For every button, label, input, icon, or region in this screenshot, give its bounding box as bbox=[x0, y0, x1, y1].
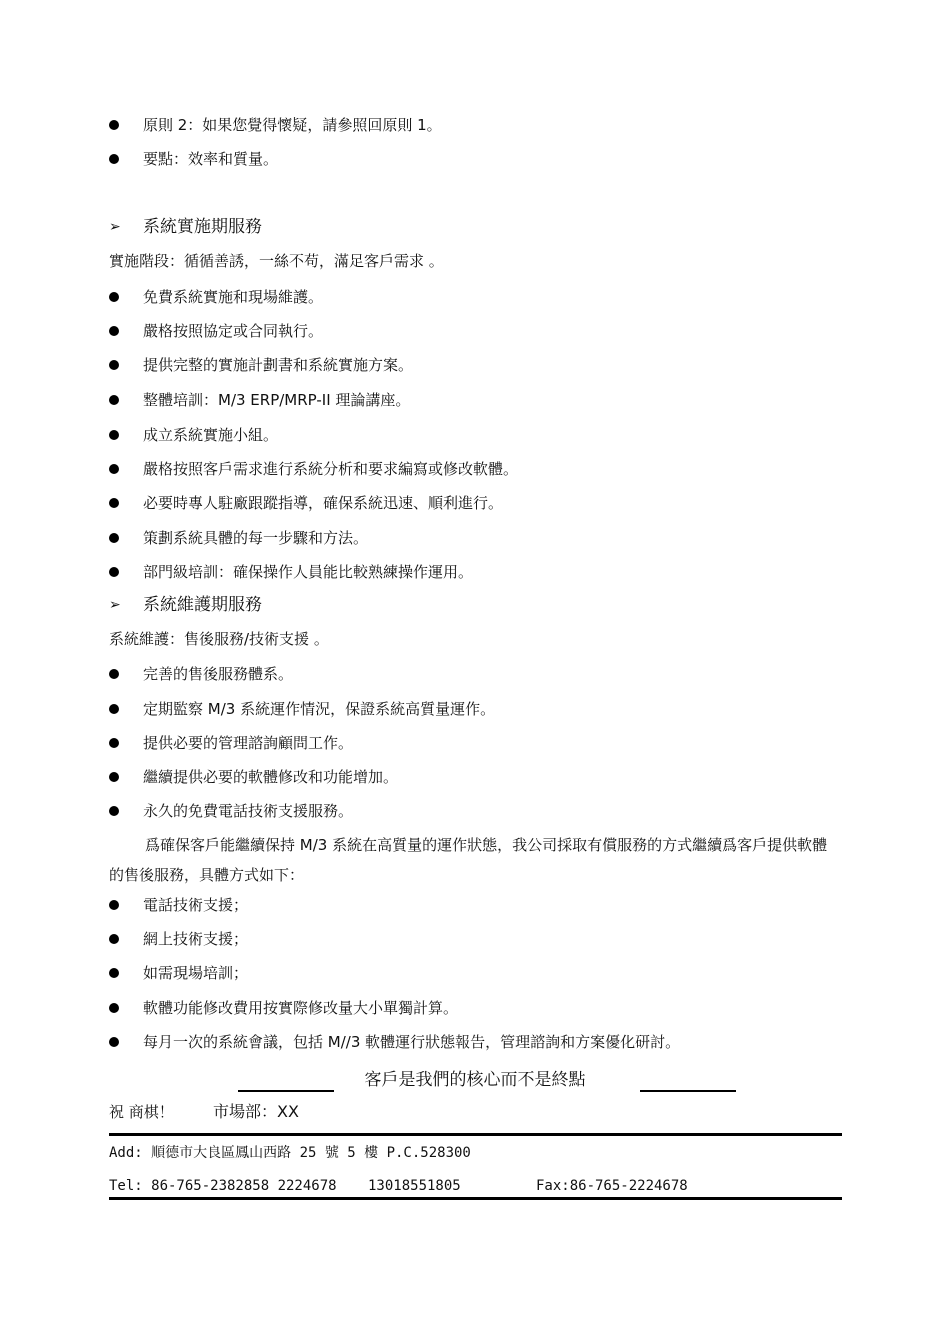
arrow-bullet-icon: ➢ bbox=[109, 597, 121, 613]
list-item bbox=[109, 662, 842, 686]
list-item bbox=[109, 765, 842, 789]
list-item bbox=[109, 319, 842, 343]
bullet-icon bbox=[109, 772, 119, 782]
bullet-icon bbox=[109, 900, 119, 910]
list-item bbox=[109, 388, 842, 412]
slogan-left-line bbox=[238, 1090, 334, 1092]
bullet-icon bbox=[109, 1003, 119, 1013]
footer-mobile: 13018551805 bbox=[368, 1178, 461, 1194]
bullet-icon bbox=[109, 464, 119, 474]
section-intro bbox=[109, 249, 842, 273]
list-item-text: 嚴格按照協定或合同執行。 bbox=[143, 322, 324, 340]
section-heading bbox=[109, 215, 842, 239]
bullet-icon bbox=[109, 738, 119, 748]
bullet-icon bbox=[109, 934, 119, 944]
list-item bbox=[109, 799, 842, 823]
list-item-text: 免費系統實施和現場維護。 bbox=[143, 288, 324, 306]
list-item-text: 網上技術支援； bbox=[143, 930, 249, 948]
list-item bbox=[109, 996, 842, 1020]
slogan-right-line bbox=[640, 1090, 736, 1092]
list-item-text: 如需現場培訓； bbox=[143, 964, 249, 982]
closing-signature: 市場部：XX bbox=[213, 1102, 299, 1121]
list-item-text: 提供完整的實施計劃書和系統實施方案。 bbox=[143, 356, 414, 374]
list-item-text: 軟體功能修改費用按實際修改量大小單獨計算。 bbox=[143, 999, 459, 1017]
slogan: 客戶是我們的核心而不是終點 bbox=[364, 1070, 586, 1090]
list-item bbox=[109, 353, 842, 377]
bullet-icon bbox=[109, 360, 119, 370]
arrow-bullet-icon: ➢ bbox=[109, 219, 121, 235]
list-item-text: 成立系統實施小組。 bbox=[143, 426, 279, 444]
list-item-text: 完善的售後服務體系。 bbox=[143, 665, 294, 683]
section-heading-text: 系統實施期服務 bbox=[143, 217, 262, 237]
list-item-text: 原則 2：如果您覺得懷疑，請參照回原則 1。 bbox=[143, 116, 442, 134]
list-item bbox=[109, 285, 842, 309]
footer-fax: Fax:86-765-2224678 bbox=[536, 1178, 688, 1194]
list-item bbox=[109, 147, 842, 171]
list-item-text: 部門級培訓：確保操作人員能比較熟練操作運用。 bbox=[143, 563, 474, 581]
section-heading bbox=[109, 593, 842, 617]
bullet-icon bbox=[109, 498, 119, 508]
bullet-icon bbox=[109, 567, 119, 577]
bullet-icon bbox=[109, 806, 119, 816]
footer-top-rule bbox=[109, 1133, 842, 1136]
footer-bottom-rule bbox=[109, 1197, 842, 1200]
list-item bbox=[109, 526, 842, 550]
list-item bbox=[109, 457, 842, 481]
list-item-text: 電話技術支援； bbox=[143, 896, 249, 914]
list-item bbox=[109, 893, 842, 917]
list-item bbox=[109, 423, 842, 447]
list-item-text: 策劃系統具體的每一步驟和方法。 bbox=[143, 529, 369, 547]
list-item bbox=[109, 113, 842, 137]
list-item-text: 每月一次的系統會議，包括 M//3 軟體運行狀態報告，管理諮詢和方案優化研討。 bbox=[143, 1033, 681, 1051]
bullet-icon bbox=[109, 430, 119, 440]
list-item bbox=[109, 697, 842, 721]
bullet-icon bbox=[109, 326, 119, 336]
list-item bbox=[109, 491, 842, 515]
list-item-text: 要點：效率和質量。 bbox=[143, 150, 279, 168]
list-item-text: 整體培訓：M/3 ERP/MRP-II 理論講座。 bbox=[143, 391, 411, 409]
list-item-text: 繼續提供必要的軟體修改和功能增加。 bbox=[143, 768, 399, 786]
closing-greeting: 祝 商棋！ bbox=[109, 1103, 174, 1121]
bullet-icon bbox=[109, 533, 119, 543]
list-item bbox=[109, 1030, 842, 1054]
closing-line bbox=[109, 1100, 842, 1124]
list-item-text: 定期監察 M/3 系統運作情況，保證系統高質量運作。 bbox=[143, 700, 496, 718]
bullet-icon bbox=[109, 395, 119, 405]
list-item bbox=[109, 961, 842, 985]
section-intro-text: 實施階段：循循善誘，一絲不苟，滿足客戶需求 。 bbox=[109, 252, 444, 270]
list-item-text: 提供必要的管理諮詢顧問工作。 bbox=[143, 734, 354, 752]
bullet-icon bbox=[109, 292, 119, 302]
section-intro-text: 系統維護：售後服務/技術支援 。 bbox=[109, 630, 329, 648]
list-item-text: 必要時專人駐廠跟蹤指導，確保系統迅速、順利進行。 bbox=[143, 494, 504, 512]
list-item-text: 嚴格按照客戶需求進行系統分析和要求編寫或修改軟體。 bbox=[143, 460, 519, 478]
footer-address: Add: 順德市大良區鳳山西路 25 號 5 樓 P.C.528300 bbox=[109, 1145, 471, 1161]
bullet-icon bbox=[109, 669, 119, 679]
list-item bbox=[109, 731, 842, 755]
service-paragraph: 爲確保客戶能繼續保持 M/3 系統在高質量的運作狀態，我公司採取有償服務的方式繼續爲客戶提供軟體的售後服務，具體方式如下： bbox=[109, 836, 828, 884]
footer-tel: Tel: 86-765-2382858 2224678 bbox=[109, 1178, 337, 1194]
list-item bbox=[109, 927, 842, 951]
list-item bbox=[109, 560, 842, 584]
bullet-icon bbox=[109, 154, 119, 164]
list-item-text: 永久的免費電話技術支援服務。 bbox=[143, 802, 354, 820]
section-intro bbox=[109, 627, 842, 651]
bullet-icon bbox=[109, 968, 119, 978]
bullet-icon bbox=[109, 1037, 119, 1047]
bullet-icon bbox=[109, 120, 119, 130]
bullet-icon bbox=[109, 704, 119, 714]
section-heading-text: 系統維護期服務 bbox=[143, 595, 262, 615]
